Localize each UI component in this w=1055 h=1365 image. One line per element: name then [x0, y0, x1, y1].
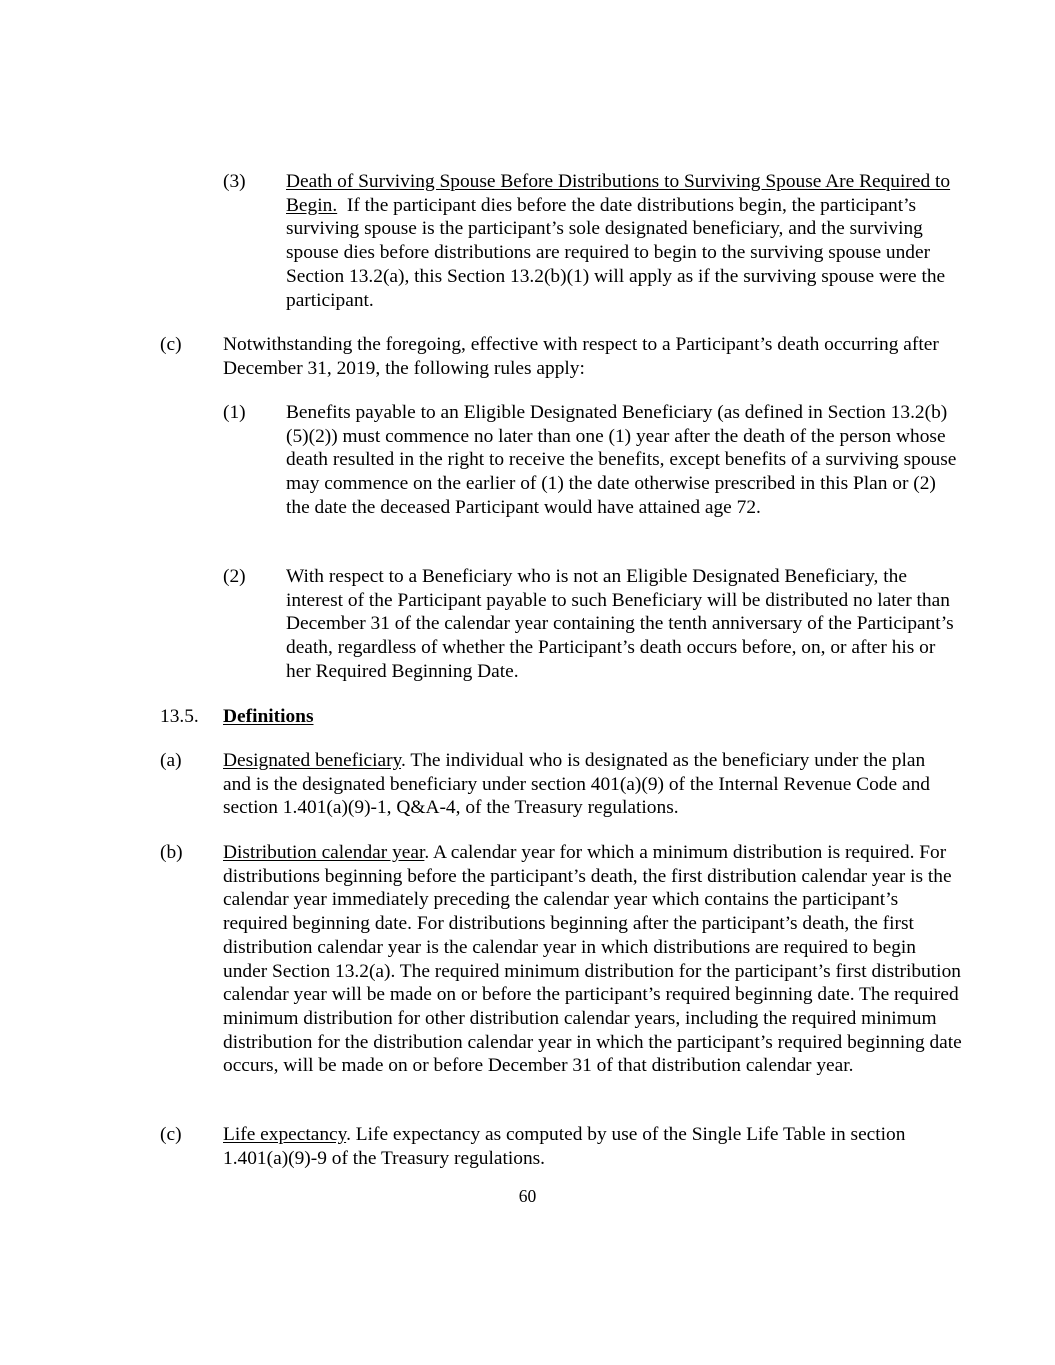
paragraph-marker: (3): [223, 171, 246, 192]
definition-body: [223, 841, 963, 1078]
paragraph-marker: (2): [223, 566, 246, 587]
definition-marker: (c): [160, 1124, 182, 1145]
paragraph-text: If the participant dies before the date distributions begin, the participant’s surviving spouse is the participant’s sole designated beneficiary, and the surviving spouse dies before distributions are required to begin to the surviving spouse under Section 13.2(a), this Section 13.2(b)(1) will apply as if the surviving spouse were the participant.: [286, 194, 946, 311]
definition-marker: (b): [160, 842, 183, 863]
paragraph-text: Notwithstanding the foregoing, effective with respect to a Participant’s death occurring after December 31, 2019, the following rules apply:: [223, 334, 939, 379]
paragraph-text: Benefits payable to an Eligible Designated Beneficiary (as defined in Section 13.2(b)(5)(2)) must commence no later than one (1) year after the death of the person whose death resulted in the right to receive the benefits, except benefits of a surviving spouse may commence on the earlier of (1) the date otherwise prescribed in this Plan or (2) the date the deceased Participant would have attained age 72.: [286, 402, 957, 518]
definition-text: . A calendar year for which a minimum distribution is required. For distributions beginning before the participant’s death, the first distribution calendar year is the calendar year immediately preceding the calendar year which contains the participant’s required beginning date. For distributions beginning after the participant’s death, the first distribution calendar year is the calendar year in which distributions are required to begin under Section 13.2(a). The required minimum distribution for the participant’s first distribution calendar year will be made on or before the participant’s required beginning date. The required minimum distribution for other distribution calendar years, including the required minimum distribution for the distribution calendar year in which the participant’s required beginning date occurs, will be made on or before December 31 of that distribution calendar year.: [223, 842, 962, 1077]
section-title: Definitions: [223, 706, 314, 727]
definition-term: Designated beneficiary: [223, 750, 402, 771]
definition-term: Life expectancy: [223, 1124, 347, 1145]
paragraph-marker: (c): [160, 334, 182, 355]
paragraph-marker: (1): [223, 402, 246, 423]
definition-body: [223, 749, 948, 820]
definition-text: . The individual who is designated as the beneficiary under the plan and is the designated beneficiary under section 401(a)(9) of the Internal Revenue Code and section 1.401(a)(9)-1, Q&A-4, of the Treasury regulations.: [223, 750, 930, 819]
paragraph-heading: Death of Surviving Spouse Before Distributions to Surviving Spouse Are Required to Begin.: [286, 171, 951, 216]
paragraph-body: [286, 170, 963, 312]
section-number: 13.5.: [160, 706, 199, 727]
definition-marker: (a): [160, 750, 182, 771]
page-number: 60: [518, 1186, 537, 1206]
definition-term: Distribution calendar year: [223, 842, 425, 863]
paragraph-text: With respect to a Beneficiary who is not an Eligible Designated Beneficiary, the interest of the Participant payable to such Beneficiary will be distributed no later than December 31 of the calendar year containing the tenth anniversary of the Participant’s death, regardless of whether the Participant’s death occurs before, on, or after his or her Required Beginning Date.: [286, 566, 954, 682]
definition-text: . Life expectancy as computed by use of the Single Life Table in section 1.401(a)(9)-9 of the Treasury regulations.: [223, 1124, 906, 1169]
definition-body: [223, 1123, 913, 1170]
